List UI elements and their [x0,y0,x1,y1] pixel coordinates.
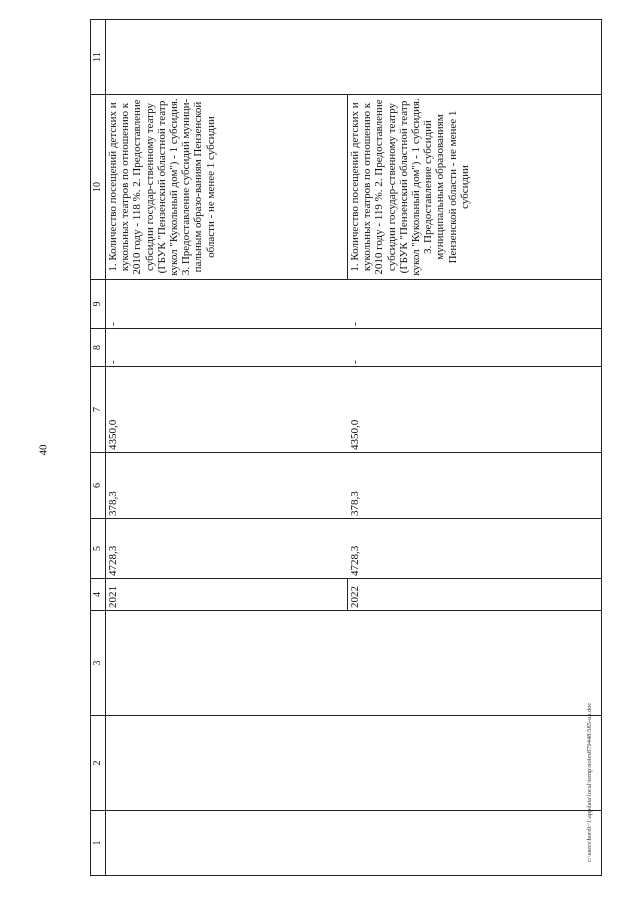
total-cell: 4728,3 [348,519,602,579]
header-cell-3: 3 [91,611,106,716]
cell-col11 [106,20,602,95]
header-cell-8: 8 [91,329,106,367]
cell-col1 [106,811,602,876]
header-cell-1: 1 [91,811,106,876]
header-cell-7: 7 [91,367,106,453]
federal-budget-cell: 4350,0 [106,367,348,453]
federal-budget-cell: 4350,0 [348,367,602,453]
col9-cell: - [106,280,348,329]
header-cell-9: 9 [91,280,106,329]
indicators-cell: 1. Количество посещений детских и кукольных театров по отношению к 2010 году - 118 %. 2. Предоставление субсидии государ-ственному театру (ГБУК "Пензенский областной театр кукол "Кукольный дом") - 1 субсидия. 3. Предоставление субсидий муници-пальным образо-ваниям Пензенской области - не менее 1 субсидии [106,95,348,280]
header-row [91,20,106,876]
header-cell-10: 10 [91,95,106,280]
cell-col2 [106,716,602,811]
header-cell-11: 11 [91,20,106,95]
footer-file-path: c:\users\bordi~1\appdata\local\temp\notes879448\585-ua.doc [586,702,593,862]
col9-cell: - [348,280,602,329]
regional-budget-cell: 378,3 [106,453,348,519]
year-cell: 2021 [106,579,348,611]
year-cell: 2022 [348,579,602,611]
indicators-cell: 1. Количество посещений детских и кукольных театров по отношению к 2010 году - 119 %. 2. Предоставление субсидии государ-ственному театру (ГБУК "Пензенский областной театр кукол "Кукольный дом") - 1 субсидия. 3. Предоставление субсидий муниципальным образованиям Пензенской области - не менее 1 субсидии [348,95,602,280]
table-row [106,20,348,876]
regional-budget-cell: 378,3 [348,453,602,519]
rotated-table-container [90,20,602,876]
header-cell-4: 4 [91,579,106,611]
header-cell-2: 2 [91,716,106,811]
cell-col3 [106,611,602,716]
col8-cell: - [348,329,602,367]
header-cell-6: 6 [91,453,106,519]
col8-cell: - [106,329,348,367]
program-table [90,19,602,876]
page-number: 40 [37,444,50,456]
total-cell: 4728,3 [106,519,348,579]
header-cell-5: 5 [91,519,106,579]
